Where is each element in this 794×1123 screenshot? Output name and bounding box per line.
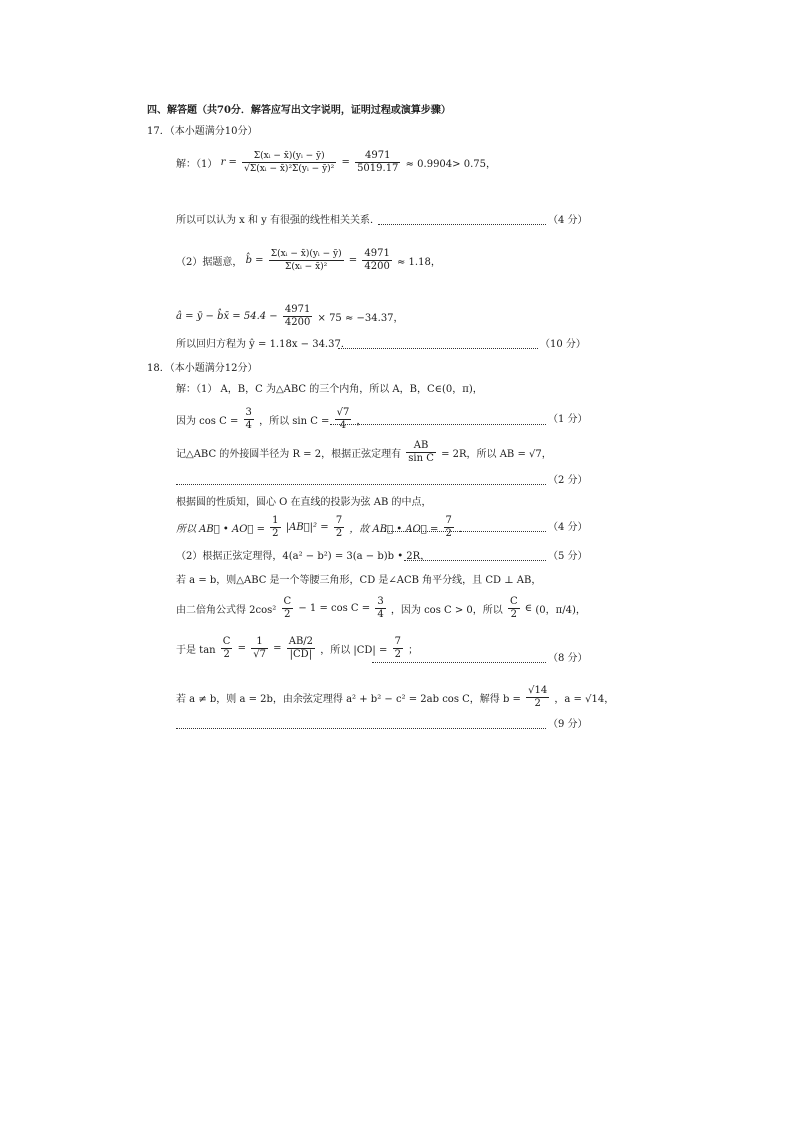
slope-fraction: $\frac{\text{Σ(xᵢ − x̄)(yᵢ − ȳ)}}{\text{Σ(xᵢ − x̄)²}}$ [270,249,342,272]
correlation-fraction: $\frac{\text{Σ(xᵢ − x̄)(yᵢ − ȳ)}}{\text{√Σ(xᵢ − x̄)²Σ(yᵢ − ȳ)²}}$ [244,151,335,174]
q17-part2-prefix: （2）据题意， [176,257,243,268]
leader-dots [384,531,546,532]
q18-line4: 根据圆的性质知，圆心 O 在直线的投影为弦 AB 的中点， [176,497,432,508]
q17-part1-prefix: 解：（1） [176,159,218,170]
q17-part1-tail: ≈ 0.9904> 0.75， [405,159,496,170]
q17-part1-formula: 解：（1） r = $\frac{\text{Σ(xᵢ − x̄)(yᵢ − ȳ)}}{\text{√Σ(xᵢ − x̄)²Σ(yᵢ − ȳ)²}}$ = $\frac{4971}{5019.17}$ ≈ 0.9904> 0.75， [176,150,496,174]
q18-line3: 记△ABC 的外接圆半径为 R = 2，根据正弦定理有 $\frac{AB}{\text{sin C}}$ = 2R，所以 AB = √7， [176,440,552,464]
leader-dots [378,224,546,225]
q18-line10: 若 a ≠ b，则 a = 2b，由余弦定理得 a² + b² − c² = 2ab cos C，解得 b = $\frac{√14}{2}$ ，a = √14， [176,685,615,709]
leader-dots [176,484,546,485]
q17-part2-formula: （2）据题意， b̂ = $\frac{\text{Σ(xᵢ − x̄)(yᵢ − ȳ)}}{\text{Σ(xᵢ − x̄)²}}$ = $\frac{4971}{4200}$ ≈ 1.18， [176,248,441,272]
q18-score-5: （5 分） [548,551,588,562]
q18-score-2: （2 分） [548,475,588,486]
q18-score-1: （1 分） [548,414,588,425]
q17-regression-equation: 所以回归方程为 ŷ = 1.18x − 34.37． [176,339,351,350]
q18-line7: 若 a = b，则△ABC 是一个等腰三角形，CD 是∠ACB 角平分线，且 CD ⊥ AB， [176,575,542,586]
q17-header: 17．（本小题满分10分） [147,126,258,137]
q17-part2-tail: ≈ 1.18， [397,257,441,268]
q18-header: 18．（本小题满分12分） [147,363,258,374]
q17-conclusion: 所以可以认为 x 和 y 有很强的线性相关关系． [176,215,381,226]
q17-score-10: （10 分） [540,339,586,350]
q18-line9: 于是 tan $\frac{C}{2}$ = $\frac{1}{√7}$ = $\frac{AB/2}{|CD|}$ ，所以 |CD| = $\frac{7}{2}$ ； [176,636,419,660]
q17-intercept-tail: × 75 ≈ −34.37， [317,313,404,324]
intercept-fraction: $\frac{4971}{4200}$ [284,304,311,328]
leader-dots [404,560,546,561]
q18-score-4: （4 分） [548,522,588,533]
leader-dots [176,728,546,729]
q18-line8: 由二倍角公式得 2cos² $\frac{C}{2}$ − 1 = cos C = $\frac{3}{4}$ ，因为 cos C > 0，所以 $\frac{C}{2}$ ∈ (0，π/4)， [176,596,586,620]
leader-dots [338,348,538,349]
q18-score-8: （8 分） [548,653,588,664]
leader-dots [330,424,546,425]
slope-value-fraction: $\frac{4971}{4200}$ [364,248,390,272]
section-title: 四、解答题（共70分．解答应写出文字说明，证明过程或演算步骤） [147,105,451,116]
q17-score-4: （4 分） [548,215,588,226]
q17-intercept-formula: â = ȳ − b̂x̄ = 54.4 − $\frac{4971}{4200}$ × 75 ≈ −34.37， [176,304,404,328]
leader-dots [372,662,546,663]
q18-line6: （2）根据正弦定理得，4(a² − b²) = 3(a − b)b • 2R， [176,551,431,562]
q18-line1: 解：（1） A，B，C 为△ABC 的三个内角，所以 A，B，C∈(0，π)， [176,384,483,395]
q18-line2: 因为 cos C = $\frac{3}{4}$ ，所以 sin C = $\frac{√7}{4}$ ， [176,407,367,431]
q18-line5: 所以 AB⃗ • AO⃗ = $\frac{1}{2}$ |AB⃗|² = $\frac{7}{2}$ ，故 AB⃗ • AO⃗ = $\frac{7}{2}$ ． [176,515,470,539]
q18-score-9: （9 分） [548,719,588,730]
correlation-value-fraction: $\frac{4971}{5019.17}$ [357,150,399,174]
